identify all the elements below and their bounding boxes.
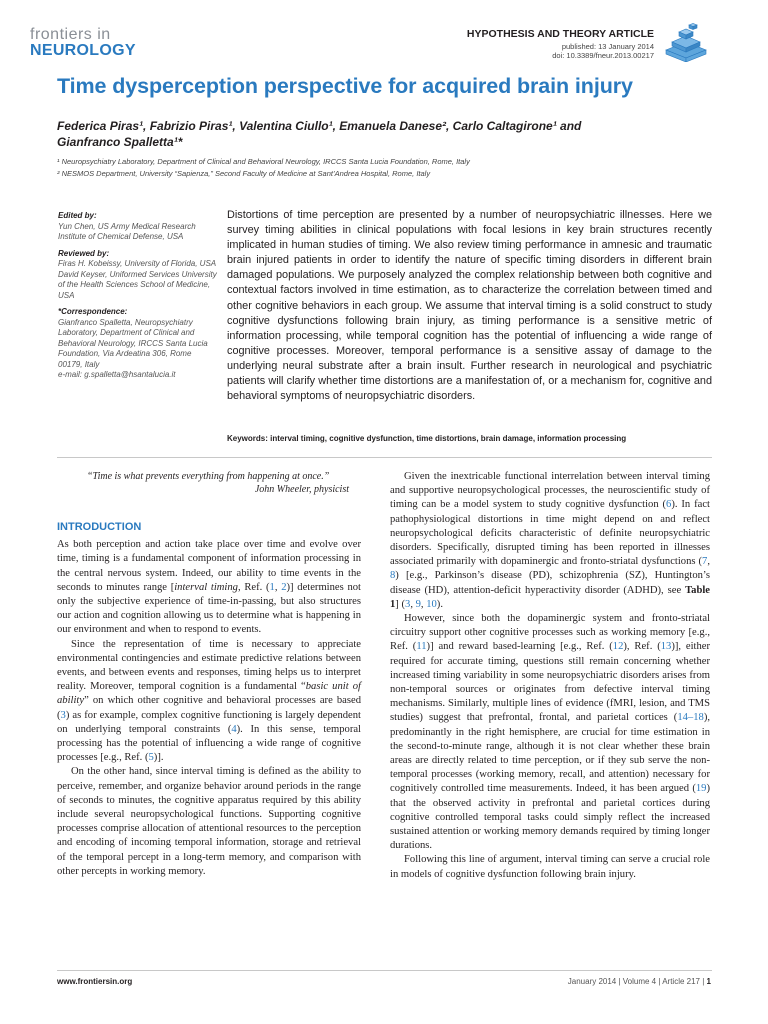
epigraph-quote: “Time is what prevents everything from happening at once.”	[87, 471, 330, 482]
journal-website[interactable]: www.frontiersin.org	[57, 977, 133, 986]
citation-link[interactable]: 19	[695, 783, 707, 795]
paragraph: However, since both the dopaminergic system and fronto-striatal circuitry support other cognitive processes such as working memory [e.g., Ref. (11)] and reward based-learning [e.g., Ref. (12), Ref. (13)], either required for accurate timing, questions still remain concerning whether increased timing variability in some neuropsychiatric disorders arises from non-temporal sources or originates from defective interval timing mechanisms. Similarly, multiple lines of evidence (fMRI, lesion, and TMS studies) suggest that prefrontal, frontal, and parietal cortices (14–18), predominantly in the right hemisphere, are crucial for time estimation in the second-to-minute range, although it is not clear whether these brain areas are directly related to time perception, or if they sub serve the non-temporal processes (working memory, recall, and attention) necessary for cognitively controlled time measurements. Indeed, it has been argued (19) that the observed activity in prefrontal and parietal cortices during cognitive controlled temporal tasks could simply reflect the increased sustained attention or working memory demands required by timing longer durations.	[390, 613, 711, 852]
journal-logo	[30, 28, 170, 60]
correspondence-email[interactable]: e-mail: g.spalletta@hsantalucia.it	[58, 370, 176, 379]
divider	[57, 457, 712, 458]
published-date: published: 13 January 2014	[561, 42, 654, 51]
author-list	[57, 118, 677, 150]
table-link[interactable]: Table 1	[390, 584, 710, 610]
section-heading-introduction: INTRODUCTION	[57, 521, 142, 533]
footer-divider	[57, 970, 712, 971]
reviewer-1: Firas H. Kobeissy, University of Florida, USA	[58, 259, 217, 268]
citation-link[interactable]: 7	[702, 556, 708, 568]
issue-info: January 2014 | Volume 4 | Article 217 | 1	[567, 977, 711, 986]
editorial-sidebar	[58, 208, 218, 381]
edited-by-label: Edited by:	[58, 211, 97, 220]
citation-link[interactable]: 1	[269, 581, 275, 593]
citation-link[interactable]: 9	[415, 598, 421, 610]
doi: doi: 10.3389/fneur.2013.00217	[552, 51, 654, 60]
citation-link[interactable]: 12	[612, 641, 624, 653]
logo-top-text: frontiers in	[30, 26, 111, 43]
logo-bottom-text: NEUROLOGY	[30, 42, 136, 59]
abstract: Distortions of time perception are presented by a number of neuropsychiatric illnesses. Here we survey timing abilities in clinical populations with focal lesions in key brain structures recently implicated in human studies of timing. We also review timing performance in amnesic and traumatic brain injured patients in order to identify the nature of specific timing disorders in different brain damaged populations. We purposely analyzed the complex relationship between both cognitive and contextual factors involved in time estimation, as to characterize the correlation between timed and other cognitive behaviors in each group. We assume that interval timing is a solid construct to study cognitive dysfunctions following brain injury, as timing performance is a sensitive metric of information processing, while temporal cognition has the potential of influencing a wide range of cognitive processes. Moreover, temporal performance is a sensitive assay of damage to the underlying neural substrate after a brain insult. Further research in neurological and psychiatric patients will clarify whether time distortions are a manifestation of, or a mechanism for, cognitive and behavioral symptoms of neuropsychiatric disorders.	[227, 209, 712, 403]
article-type: HYPOTHESIS AND THEORY ARTICLE	[466, 28, 654, 40]
paragraph: On the other hand, since interval timing is defined as the ability to perceive, remember, and organize behavior around periods in the range of seconds to minutes, the cognitive apparatus required by this ability include several neuropsychological functions. Supporting cognitive processes comprise allocation of attentional resources to the perception and encoding of incoming temporal information, storage and retrieval of the temporal percept in a long-term memory, and comparison with other percepts in working memory.	[57, 766, 361, 877]
page-number: 1	[706, 977, 711, 986]
body-column-left	[57, 470, 361, 879]
correspondence-label: *Correspondence:	[58, 307, 128, 316]
paragraph: Given the inextricable functional interrelation between interval timing and supportive neuropsychological processes, the neuroscientific study of timing can be a model system to study cognitive dysfunction (6). In fact pathophysiological distortions in time might depend on and reflect neuropsychological deficits characteristic of definite neuropsychiatric disorders. Specifically, disrupted timing has been reported in illnesses associated primarily with dopaminergic and fronto-striatal dysfunctions (7, 8) [e.g., Parkinson’s disease (PD), schizophrenia (SZ), Huntington’s disease (HD), attention-deficit hyperactivity disorder (ADHD), see Table 1] (3, 9, 10).	[390, 471, 710, 610]
epigraph-author: John Wheeler, physicist	[254, 484, 349, 495]
affiliation-2: ² NESMOS Department, University “Sapienza,” Second Faculty of Medicine at Sant’Andrea Hospital, Rome, Italy	[57, 169, 431, 178]
affiliation-1: ¹ Neuropsychiatry Laboratory, Department of Clinical and Behavioral Neurology, IRCCS Santa Lucia Foundation, Rome, Italy	[57, 157, 470, 166]
citation-link[interactable]: 6	[666, 499, 672, 511]
citation-link[interactable]: 13	[660, 641, 672, 653]
citation-link[interactable]: 10	[426, 598, 437, 610]
citation-link[interactable]: 2	[281, 581, 287, 593]
reviewer-2: David Keyser, Uniformed Services University of the Health Sciences School of Medicine, USA	[58, 269, 217, 300]
correspondence-address: Gianfranco Spalletta, Neuropsychiatry Laboratory, Department of Clinical and Behavioral Neurology, IRCCS Santa Lucia Foundation, Via Ardeatina 306, Rome 00179, Italy	[58, 317, 208, 369]
article-title: Time dysperception perspective for acquired brain injury	[57, 74, 633, 98]
editor: Yun Chen, US Army Medical Research Institute of Chemical Defense, USA	[58, 221, 196, 241]
citation-link[interactable]: 3	[405, 598, 411, 610]
reviewed-by-label: Reviewed by:	[58, 248, 110, 258]
citation-link[interactable]: 5	[148, 752, 154, 764]
paragraph: Since the representation of time is necessary to appreciate environmental contingencies and estimate predictive relations between events, and between events and responses, timing helps us to interpret reality. Moreover, temporal cognition is a fundamental “basic unit of ability” on which other cognitive and behavioral processes are based (3) as for example, complex cognitive functioning is largely dependent on underlying temporal constraints (4). In this sense, temporal processing has the potential of influencing a wide range of cognitive processes [e.g., Ref. (5)].	[57, 638, 361, 764]
citation-link[interactable]: 4	[231, 723, 237, 735]
paragraph: Following this line of argument, interval timing can serve a crucial role in models of cognitive dysfunction following brain injury.	[390, 854, 710, 880]
citation-link[interactable]: 11	[416, 641, 427, 653]
authors-line-1: Federica Piras¹, Fabrizio Piras¹, Valentina Ciullo¹, Emanuela Danese², Carlo Caltagirone¹ and	[57, 119, 582, 133]
publication-info	[552, 42, 654, 60]
stacked-cubes-icon	[662, 22, 710, 62]
citation-link[interactable]: 14–18	[677, 712, 704, 724]
affiliations	[57, 156, 677, 180]
keywords: Keywords: interval timing, cognitive dysfunction, time distortions, brain damage, information processing	[227, 434, 627, 443]
paragraph: As both perception and action take place over time and evolve over time, timing is a fundamental component of information processing in the central nervous system. Indeed, our ability to time events in the seconds to minutes range [interval timing, Ref. (1, 2)] determines not only the subjective experience of time-in-passing, but also structures our action and cognition allowing us to determine what is happening in our environment and when to respond to events.	[57, 539, 361, 636]
authors-line-2: Gianfranco Spalletta¹*	[57, 135, 183, 149]
body-column-right	[390, 470, 710, 882]
citation-link[interactable]: 8	[390, 570, 396, 582]
citation-link[interactable]: 3	[60, 709, 66, 721]
